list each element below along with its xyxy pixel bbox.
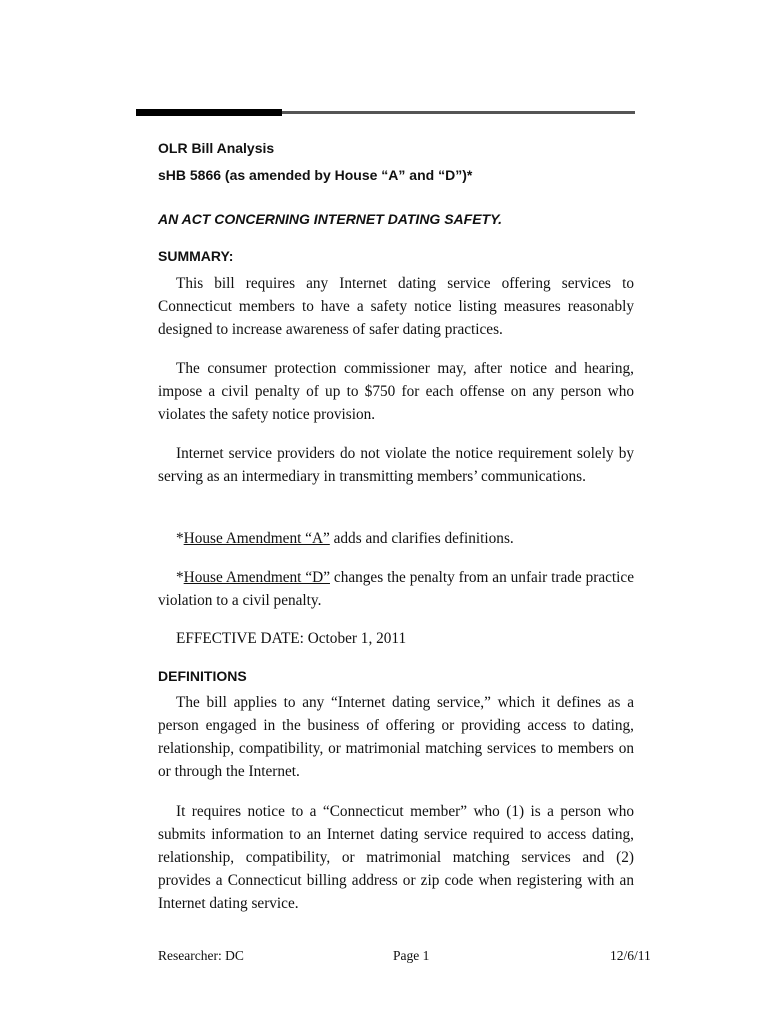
header-rule-thin [282, 111, 635, 114]
definitions-paragraph-2: It requires notice to a “Connecticut member” who (1) is a person who submits information to an Internet dating service required to access dating, relationship, compatibility, or matrimonial matching services and (2) provides a Connecticut billing address or zip code when registering with an Internet dating service. [158, 803, 634, 912]
summary-paragraph-3: Internet service providers do not violate the notice requirement solely by serving as an intermediary in transmitting members’ communications. [158, 445, 634, 485]
footer-researcher: Researcher: DC [158, 948, 244, 963]
summary-paragraph-2: The consumer protection commissioner may, after notice and hearing, impose a civil penalty of up to $750 for each offense on any person who violates the safety notice provision. [158, 360, 634, 423]
amendment-a-note [158, 527, 634, 550]
summary-heading: SUMMARY: [158, 248, 234, 264]
amendment-a-text: adds and clarifies definitions. [329, 530, 514, 547]
amendment-d-text: changes the penalty from an unfair trade practice violation to a civil penalty. [158, 569, 634, 609]
bill-number: sHB 5866 (as amended by House “A” and “D”)* [158, 167, 473, 183]
footer-date: 12/6/11 [610, 948, 651, 963]
definitions-paragraph-1: The bill applies to any “Internet dating service,” which it defines as a person engaged in the business of offering or providing access to dating, relationship, compatibility, or matrimonial matching services to members on or through the Internet. [158, 694, 634, 780]
footer-page-number: Page 1 [393, 948, 430, 963]
amendment-a-link: House Amendment “A” [183, 530, 330, 547]
amendment-a-marker: * [176, 530, 184, 547]
header-rule-thick [136, 109, 282, 116]
act-title: AN ACT CONCERNING INTERNET DATING SAFETY. [158, 211, 503, 227]
amendment-d-note [158, 566, 634, 612]
summary-paragraph-1: This bill requires any Internet dating service offering services to Connecticut members to have a safety notice listing measures reasonably designed to increase awareness of safer dating practices. [158, 275, 634, 338]
report-heading: OLR Bill Analysis [158, 140, 275, 156]
amendment-d-link: House Amendment “D” [183, 569, 330, 586]
definitions-heading: DEFINITIONS [158, 668, 247, 684]
amendment-d-marker: * [176, 569, 184, 586]
effective-date: EFFECTIVE DATE: October 1, 2011 [176, 630, 407, 647]
